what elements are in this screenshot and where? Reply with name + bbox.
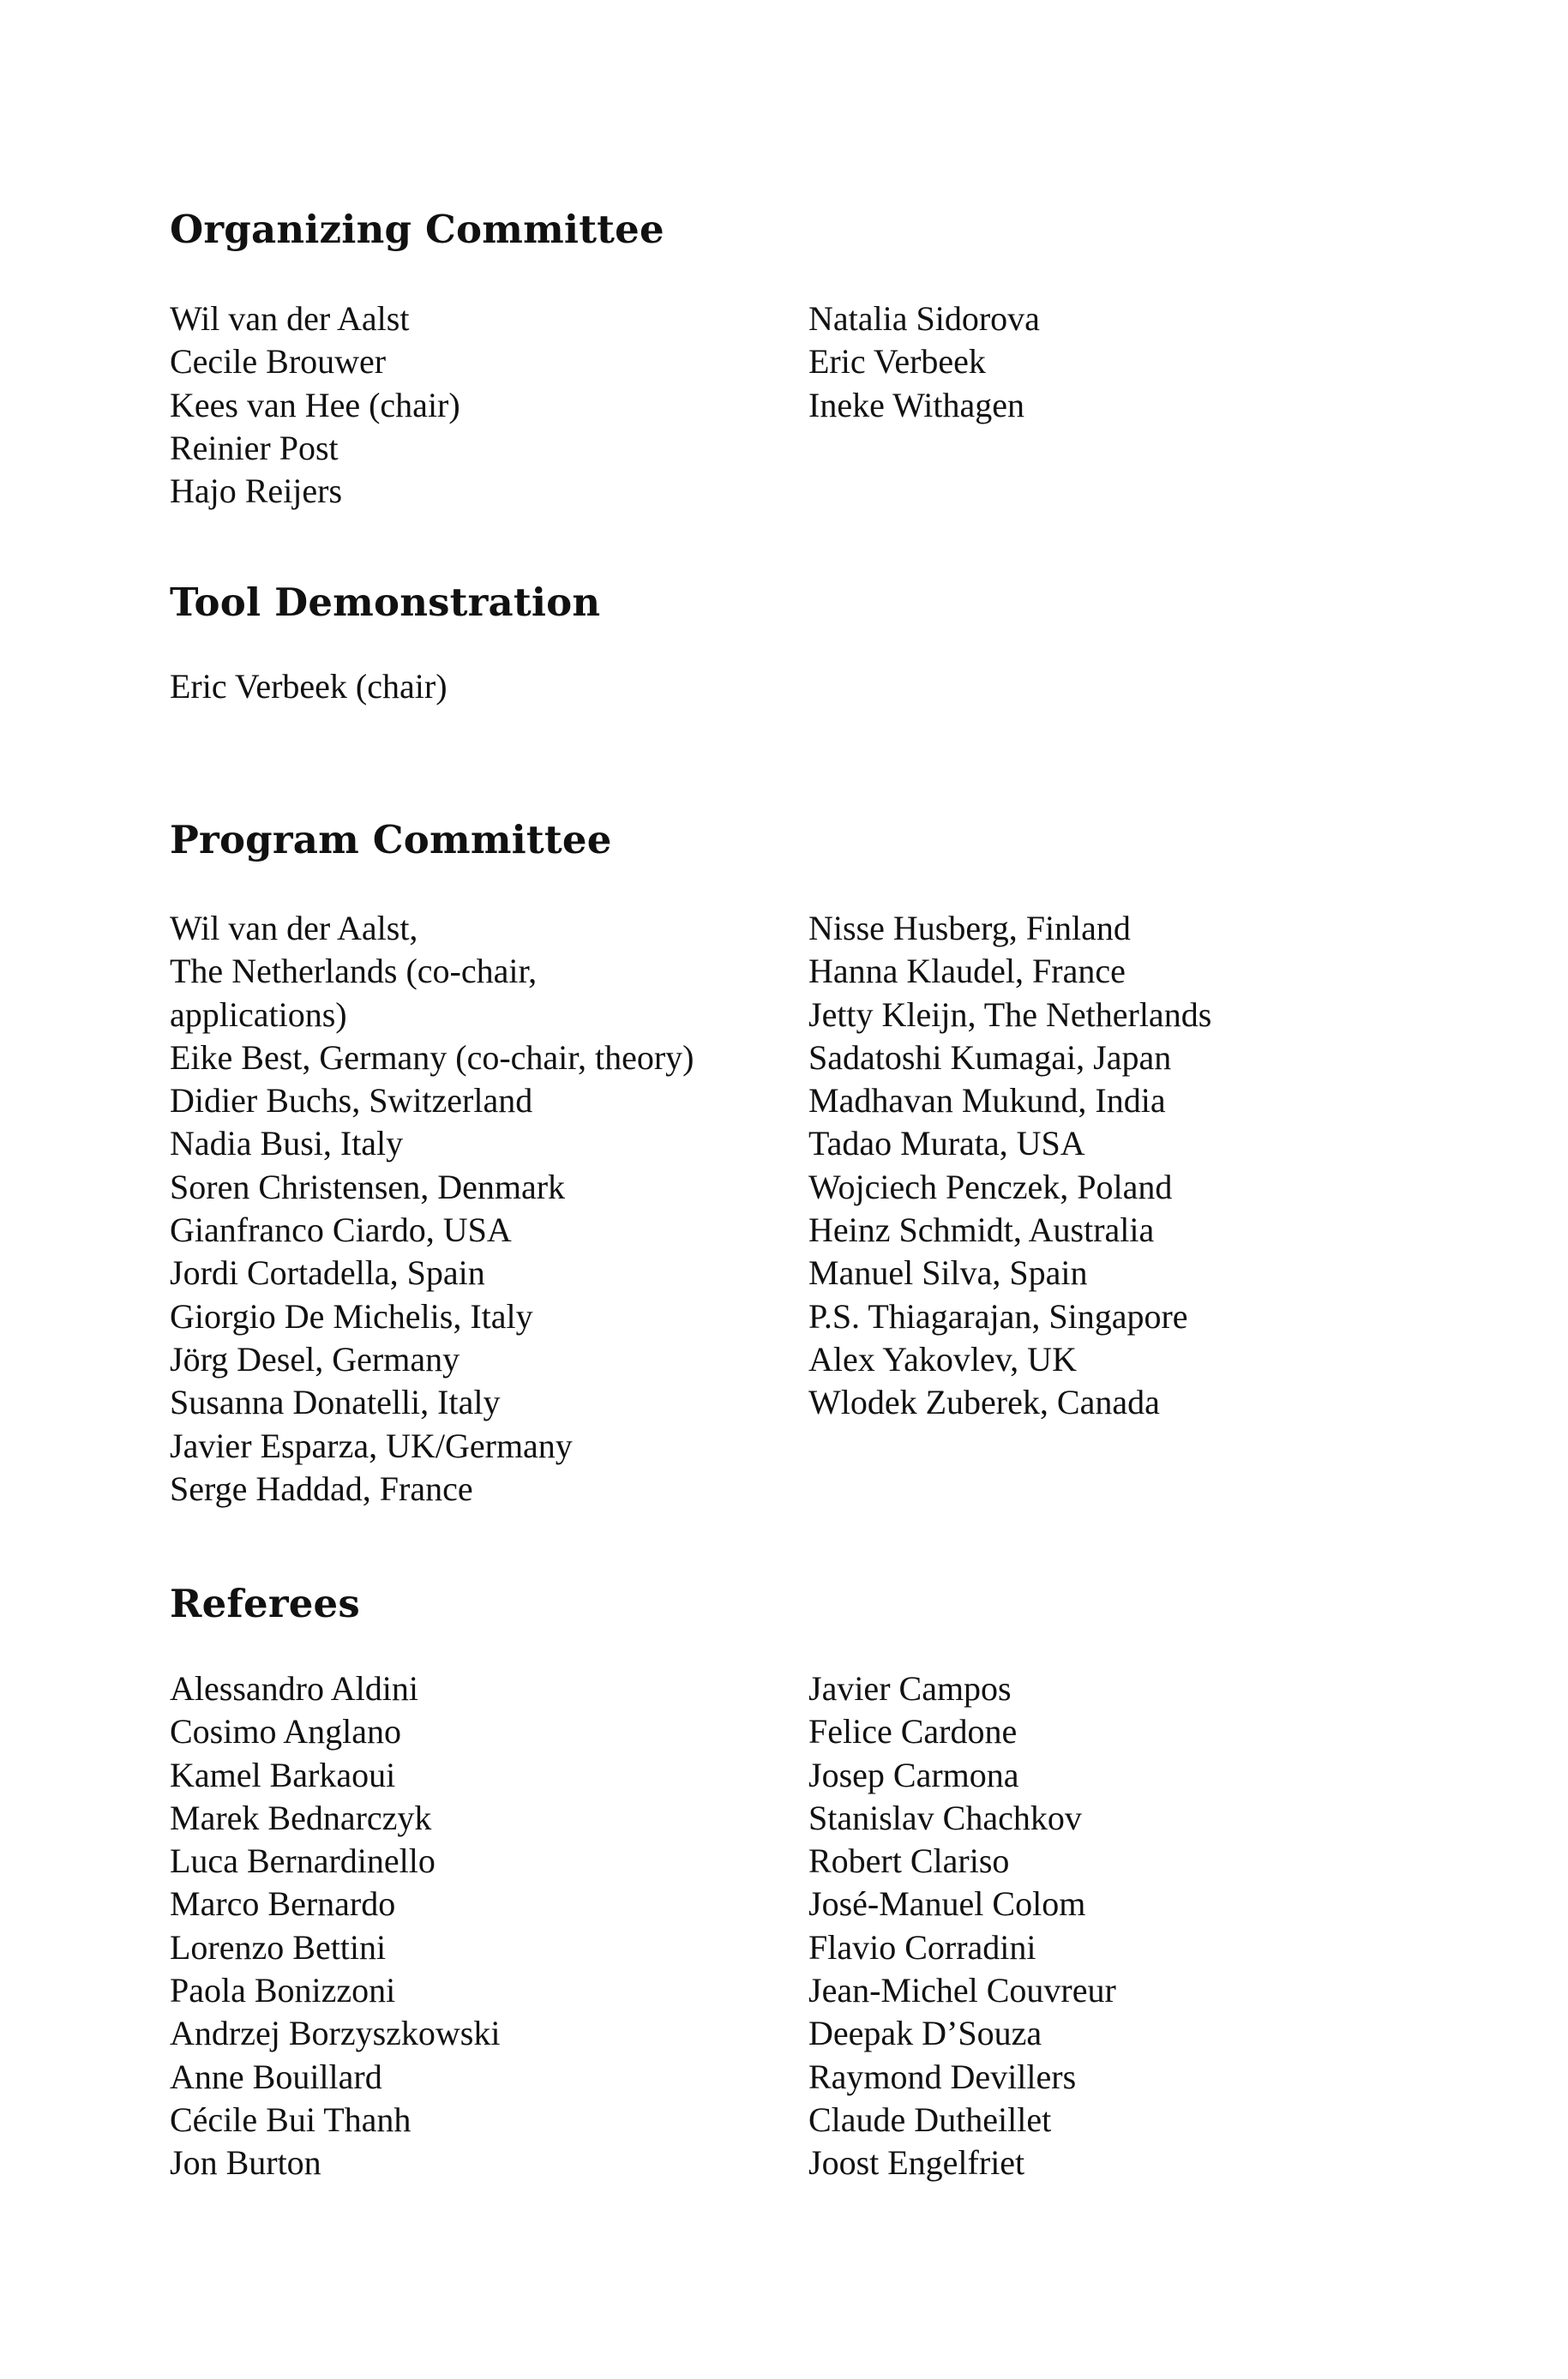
name-entry: José-Manuel Colom	[808, 1884, 1086, 1924]
name-entry: Jordi Cortadella, Spain	[170, 1253, 485, 1293]
name-entry: Javier Esparza, UK/Germany	[170, 1426, 573, 1465]
name-entry: Javier Campos	[808, 1669, 1012, 1708]
name-entry: Deepak D’Souza	[808, 2014, 1042, 2053]
name-entry: Cécile Bui Thanh	[170, 2100, 412, 2139]
name-entry: Robert Clariso	[808, 1841, 1010, 1881]
name-entry: applications)	[170, 994, 347, 1034]
document-page	[170, 0, 1387, 2379]
name-entry: Alex Yakovlev, UK	[808, 1339, 1077, 1379]
name-entry: Cecile Brouwer	[170, 342, 387, 381]
name-entry: Anne Bouillard	[170, 2057, 382, 2096]
name-entry: Lorenzo Bettini	[170, 1927, 387, 1967]
left-name-column	[170, 907, 694, 1511]
name-entry: Nadia Busi, Italy	[170, 1124, 404, 1163]
name-entry: Nisse Husberg, Finland	[808, 909, 1131, 947]
name-entry: Paola Bonizzoni	[170, 1971, 396, 2010]
name-entry: Stanislav Chachkov	[808, 1798, 1082, 1837]
name-entry: Jetty Kleijn, The Netherlands	[808, 994, 1212, 1034]
name-entry: Kees van Hee (chair)	[170, 385, 460, 424]
left-name-column	[170, 1667, 500, 2185]
name-entry: Hanna Klaudel, France	[808, 952, 1126, 991]
name-entry: Didier Buchs, Switzerland	[170, 1081, 533, 1120]
right-name-column	[808, 297, 1040, 427]
name-entry: Heinz Schmidt, Australia	[808, 1211, 1155, 1250]
name-entry: Tadao Murata, USA	[808, 1124, 1085, 1163]
name-entry: Joost Engelfriet	[808, 2143, 1025, 2183]
name-entry: Andrzej Borzyszkowski	[170, 2014, 501, 2053]
name-entry: Gianfranco Ciardo, USA	[170, 1211, 512, 1250]
program-committee-section	[170, 816, 1387, 1508]
left-name-column	[170, 665, 448, 708]
name-entry: Madhavan Mukund, India	[808, 1081, 1166, 1120]
name-entry: The Netherlands (co-chair,	[170, 952, 538, 991]
name-entry: Cosimo Anglano	[170, 1712, 402, 1751]
section-heading: Tool Demonstration	[170, 580, 601, 625]
name-entry: Jon Burton	[170, 2143, 321, 2183]
name-entry: Jörg Desel, Germany	[170, 1339, 460, 1379]
name-entry: Wojciech Penczek, Poland	[808, 1167, 1173, 1206]
name-entry: Eric Verbeek (chair)	[170, 667, 448, 706]
organizing-committee-section	[170, 206, 1387, 511]
name-entry: Hajo Reijers	[170, 472, 343, 511]
name-entry: Marco Bernardo	[170, 1884, 396, 1924]
name-entry: Eike Best, Germany (co-chair, theory)	[170, 1037, 694, 1077]
name-entry: Giorgio De Michelis, Italy	[170, 1296, 533, 1336]
name-entry: Flavio Corradini	[808, 1927, 1036, 1967]
name-entry: Marek Bednarczyk	[170, 1798, 432, 1837]
name-entry: Josep Carmona	[808, 1755, 1019, 1794]
name-entry: Raymond Devillers	[808, 2057, 1077, 2096]
name-entry: Soren Christensen, Denmark	[170, 1167, 566, 1206]
name-entry: Serge Haddad, France	[170, 1469, 473, 1508]
name-entry: Eric Verbeek	[808, 342, 986, 381]
name-entry: Wil van der Aalst	[170, 299, 410, 338]
name-entry: Jean-Michel Couvreur	[808, 1971, 1116, 2010]
referees-section	[170, 1580, 1387, 2183]
section-heading: Organizing Committee	[170, 207, 664, 252]
name-entry: Reinier Post	[170, 428, 339, 467]
name-entry: Claude Dutheillet	[808, 2100, 1052, 2139]
section-heading: Program Committee	[170, 817, 612, 862]
name-entry: Kamel Barkaoui	[170, 1755, 396, 1794]
right-name-column	[808, 907, 1211, 1425]
left-name-column	[170, 297, 460, 513]
name-entry: Luca Bernardinello	[170, 1841, 436, 1881]
name-entry: Alessandro Aldini	[170, 1669, 418, 1708]
section-heading: Referees	[170, 1581, 360, 1626]
name-entry: Natalia Sidorova	[808, 299, 1040, 338]
name-entry: Ineke Withagen	[808, 385, 1024, 424]
name-entry: P.S. Thiagarajan, Singapore	[808, 1296, 1188, 1336]
right-name-column	[808, 1667, 1116, 2185]
name-entry: Susanna Donatelli, Italy	[170, 1383, 501, 1422]
name-entry: Felice Cardone	[808, 1712, 1018, 1751]
tool-demonstration-section	[170, 579, 1387, 706]
name-entry: Sadatoshi Kumagai, Japan	[808, 1037, 1172, 1077]
name-entry: Wlodek Zuberek, Canada	[808, 1383, 1160, 1422]
name-entry: Wil van der Aalst,	[170, 909, 418, 947]
name-entry: Manuel Silva, Spain	[808, 1253, 1088, 1293]
